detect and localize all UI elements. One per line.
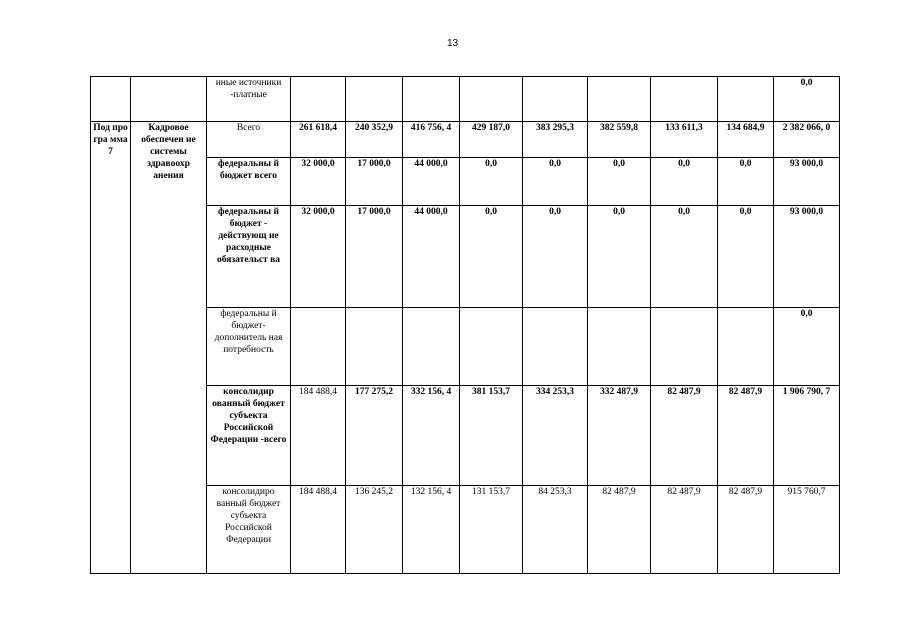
value-cell: 429 187,0 xyxy=(460,122,523,158)
value-cell: 416 756, 4 xyxy=(403,122,460,158)
source-cell: федеральны й бюджет всего xyxy=(207,158,291,206)
value-cell: 177 275,2 xyxy=(346,386,403,486)
value-cell: 184 488,4 xyxy=(291,486,346,574)
value-cell: 383 295,3 xyxy=(523,122,588,158)
value-cell: 132 156, 4 xyxy=(403,486,460,574)
value-cell: 0,0 xyxy=(651,206,718,308)
value-cell: 82 487,9 xyxy=(651,486,718,574)
value-cell xyxy=(460,308,523,386)
value-cell: 240 352,9 xyxy=(346,122,403,158)
value-cell xyxy=(523,77,588,122)
value-cell: 17 000,0 xyxy=(346,158,403,206)
value-cell xyxy=(403,77,460,122)
value-cell: 184 488,4 xyxy=(291,386,346,486)
value-cell: 82 487,9 xyxy=(588,486,651,574)
value-cell: 332 487,9 xyxy=(588,386,651,486)
value-cell xyxy=(588,77,651,122)
value-cell xyxy=(588,308,651,386)
total-cell: 93 000,0 xyxy=(774,206,840,308)
source-cell: консолидир ованный бюджет субъекта Российской Федерации -всего xyxy=(207,386,291,486)
total-cell: 0,0 xyxy=(774,77,840,122)
program-name-cell-empty xyxy=(131,77,207,122)
program-name: Кадровое обеспечен ие системы здравоохр анения xyxy=(131,122,207,574)
source-cell: федеральны й бюджет - действующ ие расходные обязательст ва xyxy=(207,206,291,308)
value-cell xyxy=(718,308,774,386)
total-cell: 2 382 066, 0 xyxy=(774,122,840,158)
value-cell xyxy=(291,77,346,122)
value-cell: 332 156, 4 xyxy=(403,386,460,486)
value-cell: 136 245,2 xyxy=(346,486,403,574)
value-cell: 0,0 xyxy=(460,158,523,206)
value-cell: 382 559,8 xyxy=(588,122,651,158)
value-cell xyxy=(291,308,346,386)
value-cell: 44 000,0 xyxy=(403,158,460,206)
source-cell: Всего xyxy=(207,122,291,158)
value-cell: 134 684,9 xyxy=(718,122,774,158)
value-cell: 0,0 xyxy=(651,158,718,206)
value-cell: 84 253,3 xyxy=(523,486,588,574)
value-cell: 0,0 xyxy=(523,206,588,308)
value-cell xyxy=(460,77,523,122)
value-cell: 381 153,7 xyxy=(460,386,523,486)
program-code-cell-empty xyxy=(91,77,131,122)
total-cell: 0,0 xyxy=(774,308,840,386)
value-cell: 0,0 xyxy=(588,158,651,206)
value-cell: 44 000,0 xyxy=(403,206,460,308)
value-cell: 32 000,0 xyxy=(291,158,346,206)
table-row xyxy=(91,122,840,158)
table-row xyxy=(91,77,840,122)
value-cell: 131 153,7 xyxy=(460,486,523,574)
value-cell xyxy=(346,77,403,122)
total-cell: 1 906 790, 7 xyxy=(774,386,840,486)
value-cell: 82 487,9 xyxy=(718,386,774,486)
value-cell: 0,0 xyxy=(718,206,774,308)
value-cell: 0,0 xyxy=(523,158,588,206)
value-cell: 82 487,9 xyxy=(651,386,718,486)
value-cell xyxy=(718,77,774,122)
total-cell: 93 000,0 xyxy=(774,158,840,206)
source-cell: федеральны й бюджет- дополнитель ная потребность xyxy=(207,308,291,386)
value-cell: 133 611,3 xyxy=(651,122,718,158)
value-cell: 0,0 xyxy=(460,206,523,308)
value-cell: 0,0 xyxy=(588,206,651,308)
value-cell xyxy=(403,308,460,386)
value-cell xyxy=(651,77,718,122)
program-code: Под про гра мма 7 xyxy=(91,122,131,574)
value-cell xyxy=(346,308,403,386)
value-cell: 0,0 xyxy=(718,158,774,206)
value-cell: 17 000,0 xyxy=(346,206,403,308)
value-cell: 82 487,9 xyxy=(718,486,774,574)
value-cell: 261 618,4 xyxy=(291,122,346,158)
value-cell: 334 253,3 xyxy=(523,386,588,486)
value-cell: 32 000,0 xyxy=(291,206,346,308)
total-cell: 915 760,7 xyxy=(774,486,840,574)
value-cell xyxy=(651,308,718,386)
source-cell: консолидиро ванный бюджет субъекта Российской Федерации xyxy=(207,486,291,574)
value-cell xyxy=(523,308,588,386)
page-number: 13 xyxy=(446,38,459,49)
source-cell: иные источники -платные xyxy=(207,77,291,122)
budget-table xyxy=(90,76,840,574)
